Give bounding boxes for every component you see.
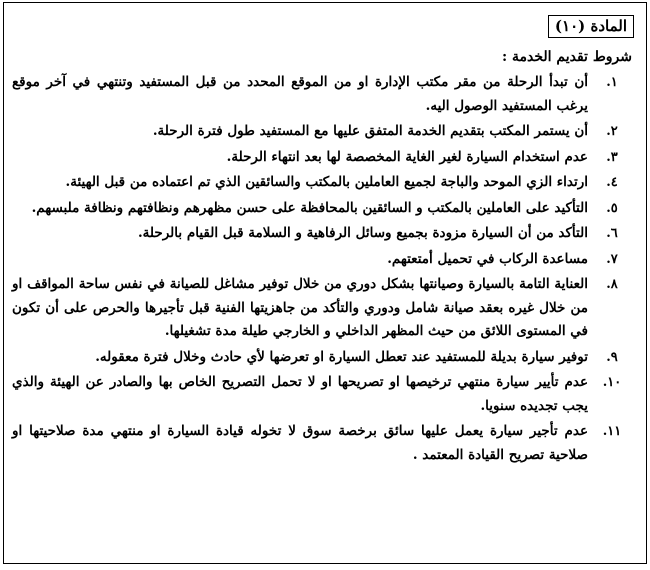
item-text: أن تبدأ الرحلة من مقر مكتب الإدارة او من الموقع المحدد من قبل المستفيد وتنتهي في آخر موقع يرغب المستفيد الوصول اليه. — [12, 74, 588, 114]
section-title: شروط تقديم الخدمة : — [501, 49, 632, 65]
item-text: أن يستمر المكتب بتقديم الخدمة المتفق عليها مع المستفيد طول فترة الرحلة. — [152, 123, 588, 139]
item-number: ١٠. — [602, 375, 622, 390]
list-item — [12, 71, 636, 118]
item-text: ارتداء الزي الموحد والباجة لجميع العاملين بالمكتب والسائقين الذي تم اعتماده من قبل الهيئة. — [65, 174, 588, 190]
item-text: عدم تأيير سيارة منتهي ترخيصها او تصريحها او لا تحمل التصريح الخاص بها والصادر عن الهيئة والذي يجب تجديده سنويا. — [12, 374, 588, 414]
item-number: ٨. — [606, 277, 618, 292]
conditions-list — [12, 71, 636, 469]
item-text: توفير سيارة بديلة للمستفيد عند تعطل السيارة او تعرضها لأي حادث وخلال فترة معقوله. — [95, 348, 588, 365]
item-number: ٩. — [606, 349, 618, 365]
list-item — [12, 420, 636, 467]
list-item — [12, 197, 636, 221]
list-item — [12, 120, 636, 144]
item-text: التأكيد على العاملين بالمكتب و السائقين بالمحافظة على حسن مظهرهم ونظافتهم ونظافة ملبسهم. — [31, 199, 588, 216]
item-number: ١١. — [602, 424, 622, 439]
item-number: ٣. — [606, 149, 618, 165]
item-text: مساعدة الركاب في تحميل أمتعتهم. — [387, 250, 588, 267]
list-item — [12, 248, 636, 272]
item-text: عدم استخدام السيارة لغير الغاية المخصصة لها بعد انتهاء الرحلة. — [226, 148, 588, 165]
item-text: العناية التامة بالسيارة وصيانتها بشكل دوري من خلال توفير مشاغل للصيانة في نفس ساحة المواقف او من خلال غيره بعقد صيانة شامل ودوري والتأكد من جاهزيتها الفنية قبل تأجيرها والحرص على أن تكون في المستوى اللائق من حيث المظهر الداخلي و الخارجي طيلة مدة تشغيلها. — [12, 276, 588, 339]
item-number: ٢. — [606, 124, 618, 139]
item-number: ٦. — [606, 226, 618, 241]
item-number: ٥. — [606, 200, 618, 216]
article-heading: المادة (١٠) — [548, 15, 634, 38]
list-item — [12, 273, 636, 344]
list-item — [12, 371, 636, 418]
item-text: عدم تأجير سيارة يعمل عليها سائق برخصة سوق لا تخوله قيادة السيارة او منتهي مدة صلاحيتها او صلاحية تصريح القيادة المعتمد . — [12, 423, 588, 463]
document-page — [3, 2, 647, 564]
item-number: ٤. — [606, 175, 618, 190]
list-item — [12, 222, 636, 246]
list-item — [12, 146, 636, 170]
list-item — [12, 171, 636, 195]
item-text: التأكد من أن السيارة مزودة بجميع وسائل الرفاهية و السلامة قبل القيام بالرحلة. — [137, 225, 588, 241]
item-number: ١. — [606, 75, 618, 90]
item-number: ٧. — [606, 251, 618, 267]
list-item — [12, 346, 636, 370]
